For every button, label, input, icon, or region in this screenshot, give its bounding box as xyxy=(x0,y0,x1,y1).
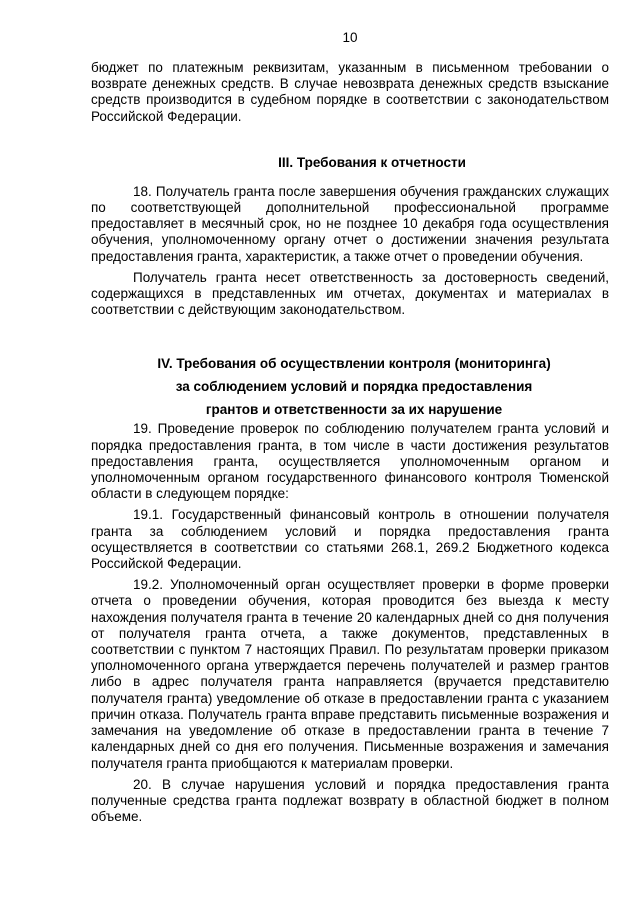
section-4-heading-line-1: IV. Требования об осуществлении контроля (мониторинга) xyxy=(157,356,551,372)
paragraph-18: 18. Получатель гранта после завершения обучения гражданских служащих по соответствующей дополнительной профессиональной программе предоставляет в месячный срок, но не позднее 10 декабря года осуществления обучения, уполномоченному органу отчет о достижении значения результата предоставления гранта, характеристик, а также отчет о проведении обучения. xyxy=(91,183,609,264)
paragraph-19-1: 19.1. Государственный финансовый контроль в отношении получателя гранта за соблюдением условий и порядка предоставления гранта осуществляется в соответствии со статьями 268.1, 269.2 Бюджетного кодекса Российской Федерации. xyxy=(91,507,609,572)
section-4-heading-line-3: грантов и ответственности за их нарушение xyxy=(205,402,503,418)
paragraph-19: 19. Проведение проверок по соблюдению получателем гранта условий и порядка предоставления гранта, в том числе в части достижения результатов предоставления гранта, осуществляется уполномоченным органом и уполномоченным органом государственного финансового контроля Тюменской области в следующем порядке: xyxy=(91,421,609,502)
paragraph-19-2: 19.2. Уполномоченный орган осуществляет проверки в форме проверки отчета о проведении обучения, которая проводится без выезда к месту нахождения получателя гранта в течение 20 календарных дней со дня получения от получателя гранта отчета, а также документов, представленных в соответствии с пунктом 7 настоящих Правил. По результатам проверки приказом уполномоченного органа утверждается перечень получателей и размер грантов либо в адрес получателя гранта направляется (вручается представителю получателя гранта) уведомление об отказе в предоставлении гранта с указанием причин отказа. Получатель гранта вправе представить письменные возражения и замечания на уведомление об отказе в предоставлении гранта в течение 7 календарных дней со дня его получения. Письменные возражения и замечания получателя гранта приобщаются к материалам проверки. xyxy=(91,577,609,771)
section-3-heading: III. Требования к отчетности xyxy=(278,154,466,170)
paragraph-20: 20. В случае нарушения условий и порядка предоставления гранта полученные средства гранта подлежат возврату в областной бюджет в полном объеме. xyxy=(91,776,609,825)
document-body xyxy=(91,60,609,825)
page-number: 10 xyxy=(342,30,358,45)
section-4-heading xyxy=(91,352,609,421)
section-4-heading-line-2: за соблюдением условий и порядка предоставления xyxy=(175,379,533,395)
responsibility-paragraph: Получатель гранта несет ответственность за достоверность сведений, содержащихся в представленных им отчетах, документах и материалах в соответствии с действующим законодательством. xyxy=(91,269,609,318)
intro-paragraph: бюджет по платежным реквизитам, указанным в письменном требовании о возврате денежных средств. В случае невозврата денежных средств взыскание средств производится в судебном порядке в соответствии с законодательством Российской Федерации. xyxy=(91,60,609,124)
